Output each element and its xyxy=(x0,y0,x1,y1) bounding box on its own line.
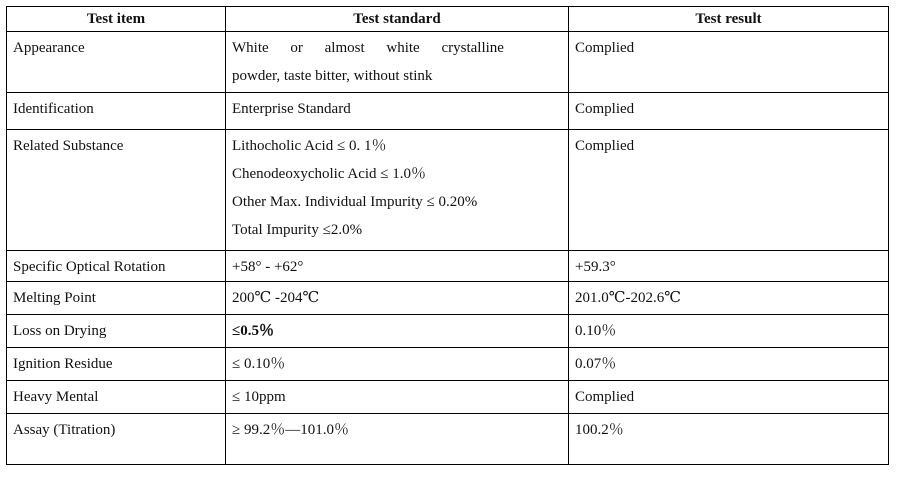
standard-line: Lithocholic Acid ≤ 0. 1％ xyxy=(232,138,387,154)
standard-line: ≥ 99.2％—101.0％ xyxy=(232,422,349,438)
standard-line: Enterprise Standard xyxy=(232,101,351,117)
table-row xyxy=(7,348,889,381)
test-item-cell: Heavy Mental xyxy=(7,381,226,414)
test-item-cell: Related Substance xyxy=(7,130,226,251)
table-row xyxy=(7,32,889,93)
test-standard-cell xyxy=(226,251,569,282)
test-result-cell: 0.10％ xyxy=(569,315,889,348)
table-row xyxy=(7,251,889,282)
standard-line: White or almost white crystalline xyxy=(232,40,504,56)
test-standard-cell xyxy=(226,32,569,93)
test-item-cell: Appearance xyxy=(7,32,226,93)
test-item-cell: Assay (Titration) xyxy=(7,414,226,465)
header-test-result: Test result xyxy=(569,7,889,32)
test-standard-cell xyxy=(226,315,569,348)
standard-line: Chenodeoxycholic Acid ≤ 1.0％ xyxy=(232,166,427,182)
standard-line: +58° - +62° xyxy=(232,259,304,275)
test-standard-cell xyxy=(226,282,569,315)
test-result-cell: 201.0℃-202.6℃ xyxy=(569,282,889,315)
table-row xyxy=(7,381,889,414)
test-result-cell: Complied xyxy=(569,130,889,251)
test-result-cell: 0.07％ xyxy=(569,348,889,381)
table-row xyxy=(7,414,889,465)
standard-line: ≤ 0.10％ xyxy=(232,356,286,372)
test-standard-cell xyxy=(226,381,569,414)
header-test-item: Test item xyxy=(7,7,226,32)
header-test-standard: Test standard xyxy=(226,7,569,32)
standard-line: 200℃ -204℃ xyxy=(232,290,320,306)
test-standard-cell xyxy=(226,414,569,465)
test-result-cell: +59.3° xyxy=(569,251,889,282)
table-row xyxy=(7,130,889,251)
test-result-cell: Complied xyxy=(569,381,889,414)
standard-line: Total Impurity ≤2.0% xyxy=(232,222,363,238)
test-item-cell: Loss on Drying xyxy=(7,315,226,348)
standard-line: ≤ 10ppm xyxy=(232,389,286,405)
test-item-cell: Specific Optical Rotation xyxy=(7,251,226,282)
standard-line: ≤0.5％ xyxy=(232,323,274,339)
standard-line: powder, taste bitter, without stink xyxy=(232,68,433,84)
standard-line: Other Max. Individual Impurity ≤ 0.20% xyxy=(232,194,478,210)
table-row xyxy=(7,93,889,130)
test-item-cell: Ignition Residue xyxy=(7,348,226,381)
test-results-table xyxy=(6,6,889,465)
test-standard-cell xyxy=(226,130,569,251)
table-row xyxy=(7,282,889,315)
table-header-row xyxy=(7,7,889,32)
test-standard-cell xyxy=(226,93,569,130)
table-row xyxy=(7,315,889,348)
test-result-cell: Complied xyxy=(569,32,889,93)
test-result-cell: 100.2％ xyxy=(569,414,889,465)
test-results-table-container xyxy=(6,6,889,465)
test-result-cell: Complied xyxy=(569,93,889,130)
test-item-cell: Melting Point xyxy=(7,282,226,315)
test-standard-cell xyxy=(226,348,569,381)
test-item-cell: Identification xyxy=(7,93,226,130)
